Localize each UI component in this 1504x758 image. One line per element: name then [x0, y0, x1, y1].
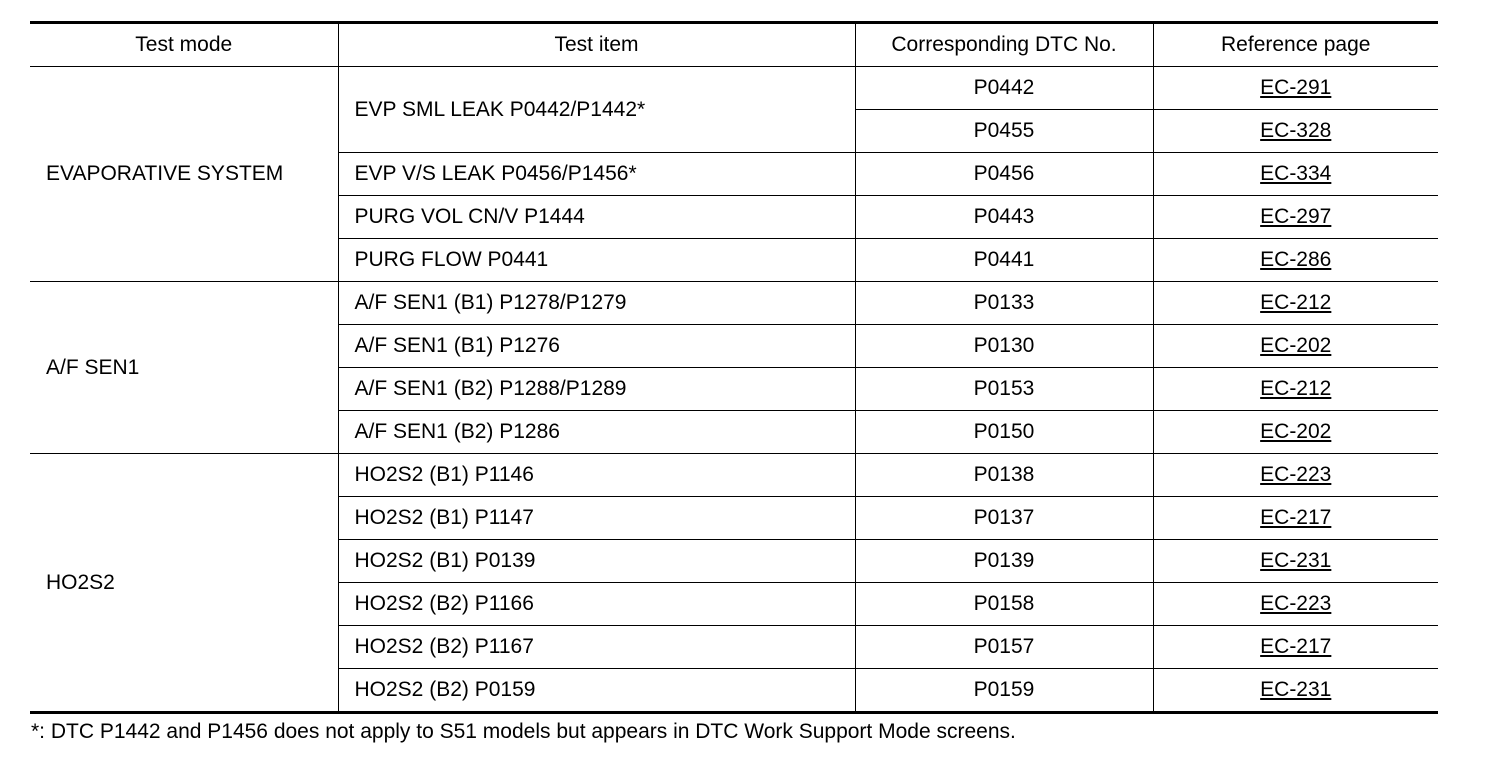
reference-page-link[interactable]: EC-217: [1260, 635, 1332, 658]
dtc-number-cell: P0137: [855, 497, 1153, 540]
table-header: [30, 23, 1438, 67]
reference-page-cell: [1153, 626, 1438, 669]
reference-page-cell: [1153, 196, 1438, 239]
dtc-number-cell: P0159: [855, 669, 1153, 713]
test-item-cell: HO2S2 (B2) P1166: [338, 583, 855, 626]
test-mode-cell: HO2S2: [30, 454, 338, 713]
reference-page-link[interactable]: EC-202: [1260, 420, 1332, 443]
test-item-cell: HO2S2 (B1) P1147: [338, 497, 855, 540]
test-item-cell: HO2S2 (B1) P0139: [338, 540, 855, 583]
table-row: [30, 454, 1438, 497]
dtc-number-cell: P0442: [855, 67, 1153, 110]
test-item-cell: PURG FLOW P0441: [338, 239, 855, 282]
header-row: [30, 23, 1438, 67]
test-item-cell: A/F SEN1 (B2) P1288/P1289: [338, 368, 855, 411]
reference-page-cell: [1153, 669, 1438, 713]
test-item-cell: EVP SML LEAK P0442/P1442*: [338, 67, 855, 153]
dtc-number-cell: P0443: [855, 196, 1153, 239]
test-item-cell: HO2S2 (B2) P0159: [338, 669, 855, 713]
test-item-cell: EVP V/S LEAK P0456/P1456*: [338, 153, 855, 196]
reference-page-cell: [1153, 583, 1438, 626]
reference-page-cell: [1153, 497, 1438, 540]
dtc-number-cell: P0456: [855, 153, 1153, 196]
reference-page-link[interactable]: EC-223: [1260, 592, 1332, 615]
reference-page-link[interactable]: EC-223: [1260, 463, 1332, 486]
reference-page-cell: [1153, 325, 1438, 368]
table-row: [30, 282, 1438, 325]
reference-page-link[interactable]: EC-291: [1260, 76, 1332, 99]
reference-page-link[interactable]: EC-202: [1260, 334, 1332, 357]
reference-page-cell: [1153, 239, 1438, 282]
reference-page-link[interactable]: EC-231: [1260, 678, 1332, 701]
dtc-number-cell: P0133: [855, 282, 1153, 325]
test-item-cell: HO2S2 (B2) P1167: [338, 626, 855, 669]
reference-page-link[interactable]: EC-286: [1260, 248, 1332, 271]
test-item-cell: A/F SEN1 (B1) P1276: [338, 325, 855, 368]
table-row: [30, 67, 1438, 110]
reference-page-cell: [1153, 411, 1438, 454]
reference-page-link[interactable]: EC-334: [1260, 162, 1332, 185]
reference-page-link[interactable]: EC-217: [1260, 506, 1332, 529]
test-item-cell: A/F SEN1 (B2) P1286: [338, 411, 855, 454]
reference-page-link[interactable]: EC-212: [1260, 291, 1332, 314]
footnote: *: DTC P1442 and P1456 does not apply to S51 models but appears in DTC Work Support Mode screens.: [31, 720, 1016, 743]
test-item-cell: PURG VOL CN/V P1444: [338, 196, 855, 239]
reference-page-cell: [1153, 153, 1438, 196]
header-test-mode: Test mode: [30, 23, 338, 67]
dtc-table-container: [30, 21, 1438, 714]
header-reference-page: Reference page: [1153, 23, 1438, 67]
reference-page-link[interactable]: EC-231: [1260, 549, 1332, 572]
test-mode-cell: EVAPORATIVE SYSTEM: [30, 67, 338, 282]
test-item-cell: HO2S2 (B1) P1146: [338, 454, 855, 497]
dtc-number-cell: P0130: [855, 325, 1153, 368]
header-test-item: Test item: [338, 23, 855, 67]
reference-page-link[interactable]: EC-212: [1260, 377, 1332, 400]
reference-page-cell: [1153, 110, 1438, 153]
dtc-table: [30, 21, 1438, 714]
reference-page-cell: [1153, 540, 1438, 583]
reference-page-cell: [1153, 67, 1438, 110]
test-mode-cell: A/F SEN1: [30, 282, 338, 454]
reference-page-link[interactable]: EC-328: [1260, 119, 1332, 142]
dtc-number-cell: P0455: [855, 110, 1153, 153]
dtc-number-cell: P0139: [855, 540, 1153, 583]
reference-page-cell: [1153, 368, 1438, 411]
table-body: [30, 67, 1438, 713]
dtc-number-cell: P0150: [855, 411, 1153, 454]
reference-page-cell: [1153, 454, 1438, 497]
reference-page-cell: [1153, 282, 1438, 325]
reference-page-link[interactable]: EC-297: [1260, 205, 1332, 228]
dtc-number-cell: P0441: [855, 239, 1153, 282]
dtc-number-cell: P0138: [855, 454, 1153, 497]
test-item-cell: A/F SEN1 (B1) P1278/P1279: [338, 282, 855, 325]
dtc-number-cell: P0158: [855, 583, 1153, 626]
dtc-number-cell: P0153: [855, 368, 1153, 411]
dtc-number-cell: P0157: [855, 626, 1153, 669]
header-dtc-no: Corresponding DTC No.: [855, 23, 1153, 67]
